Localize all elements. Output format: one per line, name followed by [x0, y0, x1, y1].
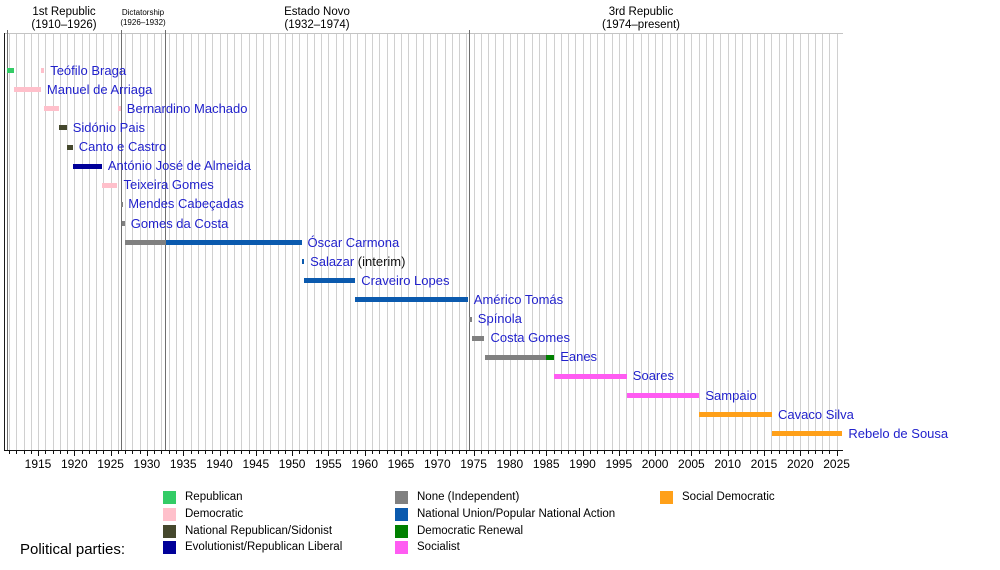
- term-bar: [355, 297, 468, 302]
- axis-minor-tick: [829, 450, 830, 454]
- axis-minor-tick: [372, 450, 373, 454]
- year-gridline: [466, 33, 467, 450]
- axis-minor-tick: [125, 450, 126, 454]
- era-label-line1: 3rd Republic: [608, 6, 674, 18]
- term-bar: [7, 68, 14, 73]
- year-gridline: [793, 33, 794, 450]
- axis-tick-label: 1965: [387, 457, 415, 471]
- legend-label-national_republican: National Republican/Sidonist: [185, 524, 333, 537]
- year-gridline: [822, 33, 823, 450]
- axis-minor-tick: [132, 450, 133, 454]
- axis-tick-label: 2010: [714, 457, 742, 471]
- president-label: [47, 82, 153, 98]
- axis-minor-tick: [517, 450, 518, 454]
- year-gridline: [655, 33, 656, 450]
- year-gridline: [401, 33, 402, 450]
- legend-swatch-socialist: [395, 541, 408, 554]
- legend-swatch-democratic: [163, 508, 176, 521]
- axis-minor-tick: [161, 450, 162, 454]
- year-gridline: [524, 33, 525, 450]
- year-gridline: [561, 33, 562, 450]
- year-gridline: [837, 33, 838, 450]
- axis-minor-tick: [575, 450, 576, 454]
- year-gridline: [24, 33, 25, 450]
- axis-minor-tick: [394, 450, 395, 454]
- year-gridline: [779, 33, 780, 450]
- axis-minor-tick: [641, 450, 642, 454]
- axis-minor-tick: [198, 450, 199, 454]
- year-gridline: [539, 33, 540, 450]
- axis-minor-tick: [299, 450, 300, 454]
- year-gridline: [684, 33, 685, 450]
- term-bar: [772, 431, 842, 436]
- president-label: [50, 63, 126, 79]
- president-label-suffix: (interim): [354, 253, 406, 269]
- axis-major-tick: [691, 450, 692, 456]
- legend-label-republican: Republican: [185, 491, 243, 503]
- axis-minor-tick: [60, 450, 61, 454]
- term-bar: [14, 87, 41, 92]
- president-name-link[interactable]: Sampaio: [705, 387, 757, 403]
- year-gridline: [488, 33, 489, 450]
- term-bar: [469, 317, 472, 322]
- legend-label-democratic_renewal: Democratic Renewal: [417, 524, 524, 537]
- axis-major-tick: [510, 450, 511, 456]
- president-label: [127, 101, 248, 117]
- year-gridline: [575, 33, 576, 450]
- axis-minor-tick: [285, 450, 286, 454]
- legend-label-democratic: Democratic: [185, 507, 244, 520]
- year-gridline: [691, 33, 692, 450]
- year-gridline: [800, 33, 801, 450]
- axis-tick-label: 1950: [278, 457, 306, 471]
- axis-tick-label: 2025: [823, 457, 850, 471]
- axis-minor-tick: [612, 450, 613, 454]
- axis-minor-tick: [154, 450, 155, 454]
- year-gridline: [546, 33, 547, 450]
- term-bar: [102, 183, 118, 188]
- year-gridline: [612, 33, 613, 450]
- axis-minor-tick: [423, 450, 424, 454]
- year-gridline: [641, 33, 642, 450]
- year-gridline: [408, 33, 409, 450]
- axis-minor-tick: [554, 450, 555, 454]
- axis-tick-label: 1915: [24, 457, 52, 471]
- axis-minor-tick: [118, 450, 119, 454]
- term-bar: [67, 145, 73, 150]
- plot-left-border: [4, 33, 5, 450]
- axis-minor-tick: [604, 450, 605, 454]
- year-gridline: [532, 33, 533, 450]
- year-gridline: [568, 33, 569, 450]
- axis-minor-tick: [430, 450, 431, 454]
- president-name-link[interactable]: Américo Tomás: [473, 291, 564, 307]
- president-name-link[interactable]: Sidónio Pais: [72, 119, 145, 135]
- president-label: [108, 158, 251, 174]
- axis-major-tick: [655, 450, 656, 456]
- year-gridline: [510, 33, 511, 450]
- axis-minor-tick: [169, 450, 170, 454]
- term-bar: [554, 374, 627, 379]
- axis-tick-label: 1930: [133, 457, 161, 471]
- era-label: [227, 6, 407, 31]
- axis-minor-tick: [16, 450, 17, 454]
- president-name-link[interactable]: António José de Almeida: [107, 158, 251, 174]
- year-gridline: [474, 33, 475, 450]
- president-name-link[interactable]: Cavaco Silva: [778, 406, 854, 422]
- president-name-link[interactable]: Canto e Castro: [78, 139, 167, 154]
- axis-minor-tick: [786, 450, 787, 454]
- axis-minor-tick: [488, 450, 489, 454]
- year-gridline: [626, 33, 627, 450]
- term-bar: [304, 278, 355, 283]
- axis-minor-tick: [793, 450, 794, 454]
- axis-tick-label: 1980: [496, 457, 524, 471]
- axis-minor-tick: [270, 450, 271, 454]
- year-gridline: [459, 33, 460, 450]
- year-gridline: [829, 33, 830, 450]
- axis-tick-label: 1955: [315, 457, 342, 471]
- year-gridline: [423, 33, 424, 450]
- axis-tick-label: 1990: [569, 457, 596, 471]
- axis-minor-tick: [561, 450, 562, 454]
- axis-minor-tick: [452, 450, 453, 454]
- era-label-line2: (1910–1926): [31, 18, 97, 31]
- president-label: [73, 120, 145, 136]
- era-label-line2: (1974–present): [602, 18, 680, 31]
- year-gridline: [503, 33, 504, 450]
- axis-tick-label: 2000: [641, 457, 669, 471]
- year-gridline: [648, 33, 649, 450]
- era-label: [53, 8, 233, 28]
- axis-minor-tick: [212, 450, 213, 454]
- year-gridline: [815, 33, 816, 450]
- axis-minor-tick: [89, 450, 90, 454]
- legend-swatch-none_independent: [395, 491, 408, 504]
- president-label: [310, 254, 405, 270]
- era-label-line1: Dictatorship: [121, 8, 165, 17]
- axis-major-tick: [728, 450, 729, 456]
- axis-minor-tick: [263, 450, 264, 454]
- axis-tick-label: 1975: [460, 457, 487, 471]
- axis-minor-tick: [408, 450, 409, 454]
- axis-tick-label: 1920: [60, 457, 88, 471]
- era-label-line2: (1926–1932): [120, 18, 166, 27]
- year-gridline: [583, 33, 584, 450]
- axis-minor-tick: [96, 450, 97, 454]
- axis-minor-tick: [45, 450, 46, 454]
- president-label: [633, 368, 674, 384]
- president-label: [361, 273, 449, 289]
- president-name-link[interactable]: Mendes Cabeçadas: [128, 196, 244, 212]
- year-gridline: [495, 33, 496, 450]
- year-gridline: [437, 33, 438, 450]
- president-label: [560, 349, 597, 365]
- term-bar: [546, 355, 554, 360]
- axis-minor-tick: [590, 450, 591, 454]
- president-name-link[interactable]: Teófilo Braga: [50, 62, 127, 78]
- president-label: [778, 407, 854, 423]
- axis-major-tick: [365, 450, 366, 456]
- year-gridline: [416, 33, 417, 450]
- axis-major-tick: [401, 450, 402, 456]
- axis-minor-tick: [387, 450, 388, 454]
- term-bar: [302, 259, 305, 264]
- legend-swatch-social_democratic: [660, 491, 673, 504]
- axis-major-tick: [220, 450, 221, 456]
- era-boundary-line: [469, 30, 470, 450]
- president-label: [848, 426, 948, 442]
- axis-tick-label: 1925: [97, 457, 124, 471]
- year-gridline: [590, 33, 591, 450]
- axis-minor-tick: [278, 450, 279, 454]
- axis-minor-tick: [662, 450, 663, 454]
- axis-major-tick: [437, 450, 438, 456]
- axis-minor-tick: [466, 450, 467, 454]
- axis-minor-tick: [524, 450, 525, 454]
- year-gridline: [699, 33, 700, 450]
- era-label-line1: Estado Novo: [284, 6, 350, 18]
- president-name-link[interactable]: Salazar: [310, 253, 355, 269]
- axis-minor-tick: [9, 450, 10, 454]
- president-name-link[interactable]: Rebelo de Sousa: [848, 425, 949, 441]
- president-name-link[interactable]: Óscar Carmona: [307, 234, 400, 250]
- term-bar: [44, 106, 59, 111]
- axis-minor-tick: [307, 450, 308, 454]
- axis-minor-tick: [445, 450, 446, 454]
- era-label-line2: (1932–1974): [284, 18, 350, 31]
- president-name-link[interactable]: Manuel de Arriaga: [46, 81, 153, 97]
- axis-tick-label: 1995: [605, 457, 633, 471]
- term-bar: [699, 412, 772, 417]
- axis-minor-tick: [495, 450, 496, 454]
- axis-minor-tick: [648, 450, 649, 454]
- axis-minor-tick: [31, 450, 32, 454]
- legend-label-socialist: Socialist: [417, 541, 460, 554]
- president-name-link[interactable]: Costa Gomes: [490, 330, 570, 346]
- year-gridline: [670, 33, 671, 450]
- axis-minor-tick: [626, 450, 627, 454]
- legend-swatch-national_republican: [163, 525, 176, 538]
- axis-minor-tick: [633, 450, 634, 454]
- year-gridline: [764, 33, 765, 450]
- term-bar: [627, 393, 700, 398]
- legend-swatch-evolutionist: [163, 541, 176, 554]
- axis-minor-tick: [779, 450, 780, 454]
- axis-minor-tick: [822, 450, 823, 454]
- president-label: [131, 216, 229, 232]
- legend-label-national_union: National Union/Popular National Action: [417, 507, 616, 520]
- president-label: [705, 388, 756, 404]
- axis-minor-tick: [53, 450, 54, 454]
- axis-minor-tick: [750, 450, 751, 454]
- axis-minor-tick: [241, 450, 242, 454]
- year-gridline: [677, 33, 678, 450]
- year-gridline: [597, 33, 598, 450]
- axis-minor-tick: [597, 450, 598, 454]
- axis-minor-tick: [227, 450, 228, 454]
- axis-minor-tick: [677, 450, 678, 454]
- axis-major-tick: [546, 450, 547, 456]
- year-gridline: [517, 33, 518, 450]
- president-label: [79, 139, 166, 155]
- term-bar: [485, 355, 547, 360]
- axis-minor-tick: [771, 450, 772, 454]
- president-name-link[interactable]: Spínola: [477, 311, 522, 327]
- axis-minor-tick: [67, 450, 68, 454]
- president-label: [308, 235, 400, 251]
- president-name-link[interactable]: Soares: [632, 368, 674, 384]
- year-gridline: [452, 33, 453, 450]
- president-label: [124, 177, 214, 193]
- axis-tick-label: 1945: [242, 457, 270, 471]
- year-gridline: [633, 33, 634, 450]
- axis-tick-label: 1970: [423, 457, 451, 471]
- term-bar: [41, 68, 44, 73]
- axis-major-tick: [111, 450, 112, 456]
- year-gridline: [554, 33, 555, 450]
- year-gridline: [430, 33, 431, 450]
- axis-minor-tick: [336, 450, 337, 454]
- axis-minor-tick: [735, 450, 736, 454]
- axis-minor-tick: [416, 450, 417, 454]
- legend-swatch-national_union: [395, 508, 408, 521]
- legend-label-evolutionist: Evolutionist/Republican Liberal: [185, 541, 343, 554]
- axis-tick-label: 2015: [750, 457, 778, 471]
- axis-minor-tick: [713, 450, 714, 454]
- year-gridline: [771, 33, 772, 450]
- axis-minor-tick: [742, 450, 743, 454]
- axis-minor-tick: [699, 450, 700, 454]
- axis-major-tick: [837, 450, 838, 456]
- axis-minor-tick: [539, 450, 540, 454]
- axis-tick-label: 2020: [786, 457, 814, 471]
- axis-minor-tick: [103, 450, 104, 454]
- president-label: [128, 196, 244, 212]
- axis-minor-tick: [757, 450, 758, 454]
- axis-minor-tick: [314, 450, 315, 454]
- axis-major-tick: [764, 450, 765, 456]
- president-label: [478, 311, 522, 327]
- axis-minor-tick: [684, 450, 685, 454]
- axis-minor-tick: [720, 450, 721, 454]
- axis-major-tick: [583, 450, 584, 456]
- president-name-link[interactable]: Craveiro Lopes: [361, 272, 450, 288]
- axis-minor-tick: [140, 450, 141, 454]
- term-bar: [121, 202, 123, 207]
- axis-major-tick: [800, 450, 801, 456]
- president-name-link[interactable]: Gomes da Costa: [130, 215, 229, 231]
- year-gridline: [604, 33, 605, 450]
- axis-minor-tick: [379, 450, 380, 454]
- legend-label-social_democratic: Social Democratic: [682, 491, 775, 503]
- year-gridline: [481, 33, 482, 450]
- axis-minor-tick: [357, 450, 358, 454]
- axis-minor-tick: [815, 450, 816, 454]
- president-name-link[interactable]: Teixeira Gomes: [123, 177, 214, 193]
- president-label: [491, 330, 570, 346]
- axis-minor-tick: [706, 450, 707, 454]
- president-label: [474, 292, 563, 308]
- axis-major-tick: [256, 450, 257, 456]
- axis-minor-tick: [321, 450, 322, 454]
- plot-top-border: [4, 33, 843, 34]
- axis-major-tick: [147, 450, 148, 456]
- legend-title: Political parties:: [20, 541, 126, 558]
- term-bar: [122, 221, 125, 226]
- term-bar: [166, 240, 302, 245]
- era-boundary-line: [7, 30, 8, 450]
- axis-major-tick: [74, 450, 75, 456]
- legend-label-none_independent: None (Independent): [417, 491, 520, 503]
- year-gridline: [38, 33, 39, 450]
- axis-major-tick: [474, 450, 475, 456]
- axis-major-tick: [292, 450, 293, 456]
- axis-major-tick: [619, 450, 620, 456]
- term-bar: [472, 336, 485, 341]
- era-label: [551, 6, 731, 31]
- axis-minor-tick: [249, 450, 250, 454]
- year-gridline: [808, 33, 809, 450]
- term-bar: [118, 106, 121, 111]
- axis-minor-tick: [205, 450, 206, 454]
- axis-minor-tick: [532, 450, 533, 454]
- axis-tick-label: 1960: [351, 457, 379, 471]
- axis-major-tick: [328, 450, 329, 456]
- axis-minor-tick: [343, 450, 344, 454]
- axis-minor-tick: [191, 450, 192, 454]
- term-bar: [73, 164, 102, 169]
- president-name-link[interactable]: Bernardino Machado: [126, 100, 248, 116]
- axis-minor-tick: [670, 450, 671, 454]
- legend-swatch-democratic_renewal: [395, 525, 408, 538]
- axis-minor-tick: [234, 450, 235, 454]
- legend-swatch-republican: [163, 491, 176, 504]
- axis-minor-tick: [459, 450, 460, 454]
- axis-minor-tick: [350, 450, 351, 454]
- term-bar: [59, 125, 66, 130]
- term-bar: [125, 240, 166, 245]
- axis-minor-tick: [503, 450, 504, 454]
- year-gridline: [662, 33, 663, 450]
- axis-minor-tick: [24, 450, 25, 454]
- year-gridline: [31, 33, 32, 450]
- axis-minor-tick: [808, 450, 809, 454]
- year-gridline: [9, 33, 10, 450]
- year-gridline: [619, 33, 620, 450]
- year-gridline: [786, 33, 787, 450]
- president-name-link[interactable]: Eanes: [560, 349, 598, 365]
- axis-tick-label: 2005: [678, 457, 705, 471]
- axis-tick-label: 1935: [169, 457, 197, 471]
- axis-major-tick: [183, 450, 184, 456]
- year-gridline: [445, 33, 446, 450]
- year-gridline: [16, 33, 17, 450]
- era-label-line1: 1st Republic: [32, 6, 96, 18]
- axis-minor-tick: [481, 450, 482, 454]
- axis-major-tick: [38, 450, 39, 456]
- axis-minor-tick: [82, 450, 83, 454]
- axis-minor-tick: [176, 450, 177, 454]
- year-gridline: [757, 33, 758, 450]
- axis-tick-label: 1985: [532, 457, 560, 471]
- axis-tick-label: 1940: [206, 457, 233, 471]
- axis-minor-tick: [568, 450, 569, 454]
